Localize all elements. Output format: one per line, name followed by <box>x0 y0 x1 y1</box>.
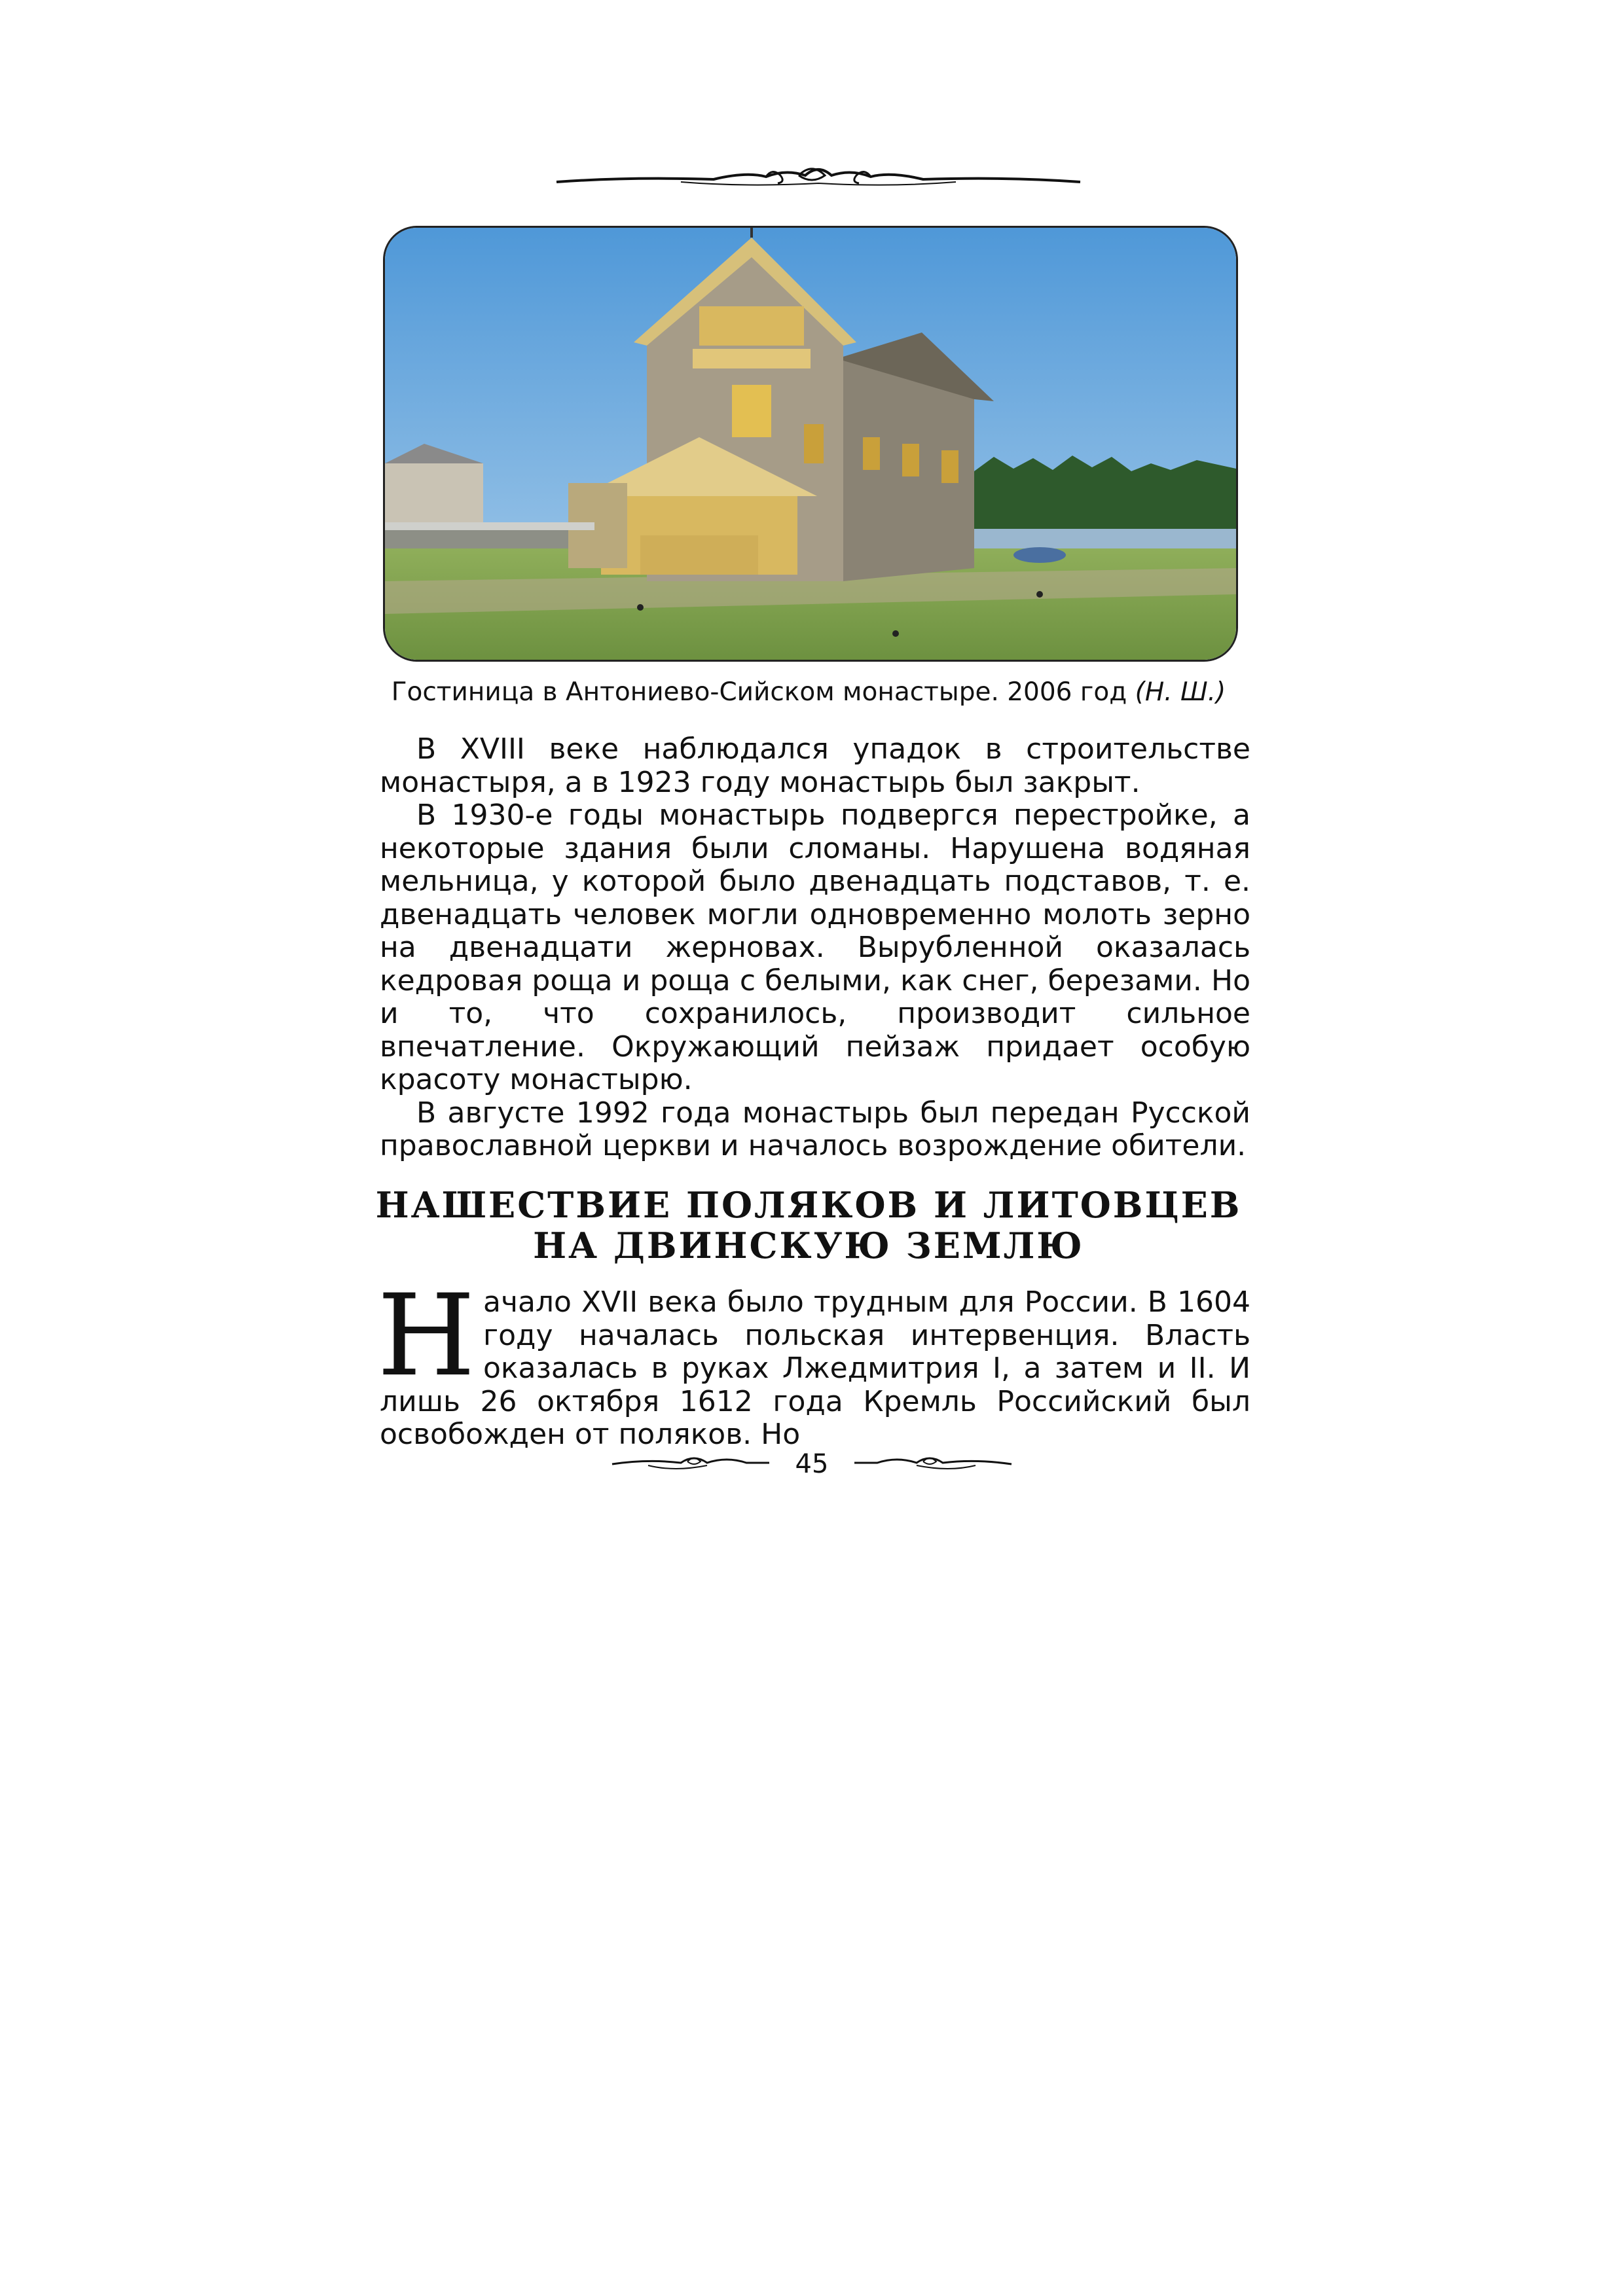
main-text <box>380 733 1250 1163</box>
wooden-guesthouse-photo-icon <box>385 228 1236 660</box>
section-body: ачало XVII века было трудным для России. В 1604 году началась польская интервенция. Власть оказалась в руках Лжедмитрия I, а затем и II. И лишь 26 октября 1612 года Кремль Российский был освобожден от поляков. Но <box>380 1285 1250 1451</box>
section-title-line-1: НАШЕСТВИЕ ПОЛЯКОВ И ЛИТОВЦЕВ <box>375 1184 1242 1226</box>
paragraph: В XVIII веке наблюдался упадок в строительстве монастыря, а в 1923 году монастырь был закрыт. <box>380 732 1250 799</box>
drop-cap: Н <box>377 1270 475 1401</box>
photo-caption <box>367 674 1250 711</box>
left-footer-ornament-icon <box>609 1450 773 1476</box>
paragraph: В августе 1992 года монастырь был передан Русской православной церкви и началось возрождение обители. <box>380 1096 1250 1162</box>
right-footer-ornament-icon <box>851 1450 1015 1476</box>
section-title-line-2: НА ДВИНСКУЮ ЗЕМЛЮ <box>533 1225 1084 1266</box>
guesthouse-photo <box>383 226 1238 662</box>
top-ornament-icon <box>550 157 1087 196</box>
caption-credit: (Н. Ш.) <box>1135 677 1226 707</box>
page-number: 45 <box>795 1449 829 1479</box>
section-heading <box>367 1185 1250 1266</box>
caption-text: Гостиница в Антониево-Сийском монастыре. 2006 год <box>391 677 1127 707</box>
paragraph: В 1930-е годы монастырь подвергся перестройке, а некоторые здания были сломаны. Нарушена водяная мельница, у которой было двенадцать подставов, т. е. двенадцать человек могли одновременно молоть зерно на двенадцати жерновах. Вырубленной оказалась кедровая роща и роща с белыми, как снег, березами. Но и то, что сохранилось, производит сильное впечатление. Окружающий пейзаж придает особую красоту монастырю. <box>380 798 1250 1096</box>
section-text <box>377 1270 1250 1452</box>
